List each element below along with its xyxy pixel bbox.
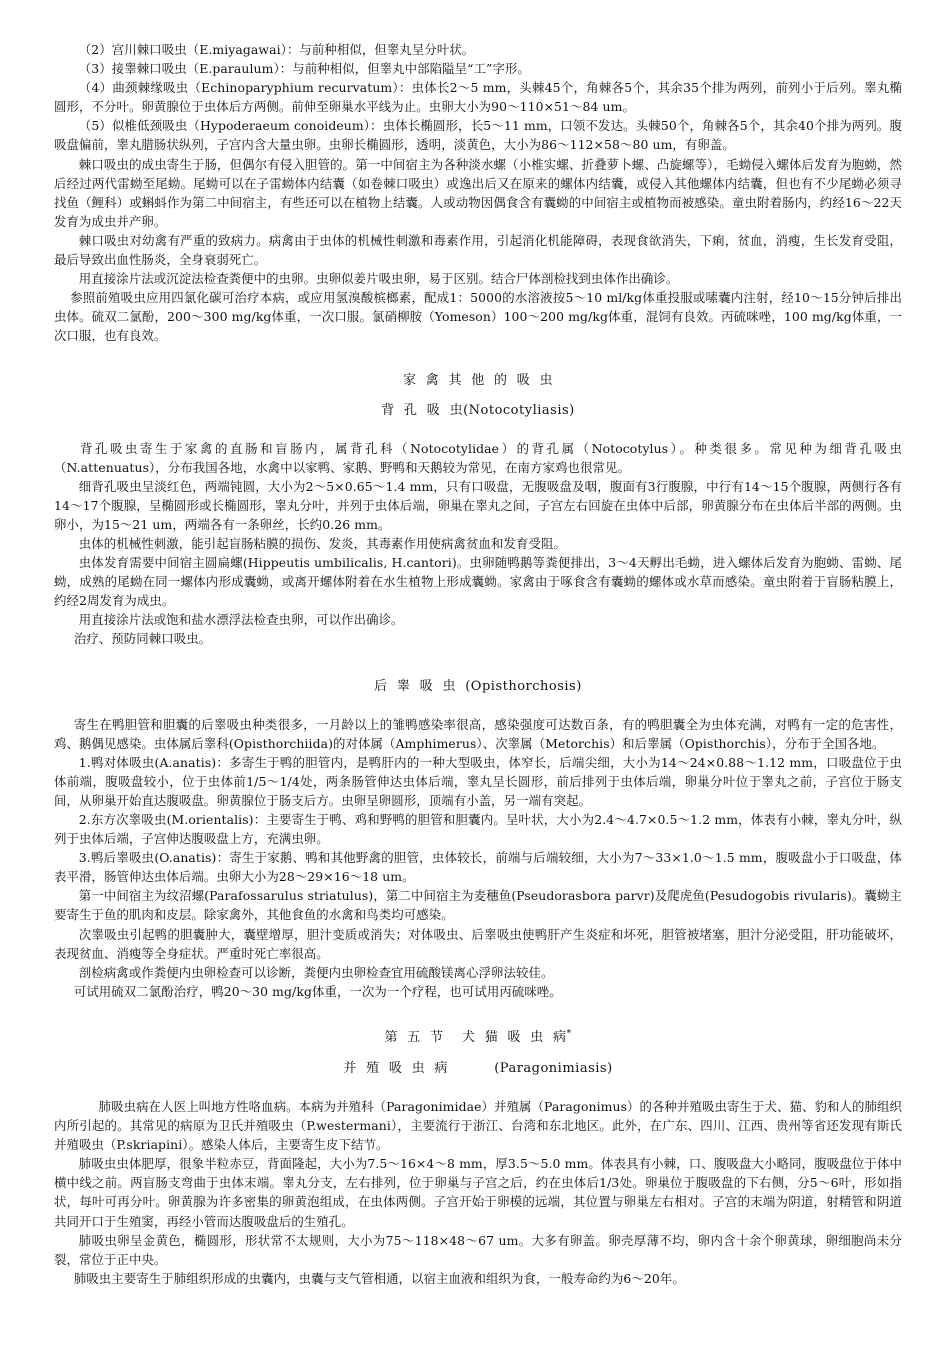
paragraph: 治疗、预防同棘口吸虫。 — [73, 631, 212, 647]
chapter-heading — [54, 1028, 902, 1047]
paragraph: 虫体发育需要中间宿主圆扁螺(Hippeutis umbilicalis, H.cantori)。虫卵随鸭鹅等粪便排出，3～4天孵出毛蚴，进入螺体后发育为胞蚴、雷蚴、尾蚴，成熟的尾蚴在同一螺体内形成囊蚴，或离开螺体附着在水生植物上形成囊蚴。家禽由于啄食含有囊蚴的螺体或水草而感染。童虫附着于盲肠粘膜上，约经2周发育为成虫。 — [54, 555, 902, 609]
paragraph: 肺吸虫病在人医上叫地方性咯血病。本病为并殖科（Paragonimidae）并殖属（Paragonimus）的各种并殖吸虫寄生于犬、猫、豹和人的肺组织内所引起的。其常见的病原为卫氏并殖吸虫（P.westermani），主要流行于浙江、台湾和东北地区。此外，在广东、四川、江西、贵州等省还发现有斯氏并殖吸虫（P.skriapini）。感染人体后，主要寄生皮下结节。 — [54, 1098, 902, 1153]
paragraph: 肺吸虫卵呈金黄色，椭圆形，形状常不太规则，大小为75～118×48～67 um。大多有卵盖。卵壳厚薄不均，卵内含十余个卵黄球，卵细胞尚未分裂，常位于正中央。 — [54, 1232, 902, 1267]
footnote-mark: * — [566, 1028, 572, 1039]
subsection-heading: 背 孔 吸 虫(Notocotyliasis) — [381, 402, 575, 418]
paragraph: 虫体的机械性刺激，能引起盲肠粘膜的损伤、发炎，其毒素作用使病禽贫血和发育受阻。 — [78, 535, 566, 551]
paragraph: 棘口吸虫的成虫寄生于肠，但偶尔有侵入胆管的。第一中间宿主为各种淡水螺（小椎实螺、折叠萝卜螺、凸旋螺等），毛蚴侵入螺体后发育为胞蚴，然后经过两代雷蚴至尾蚴。尾蚴可以在子雷蚴体内结囊（如卷棘口吸虫）或逸出后又在原来的螺体内结囊，或侵入其他螺体内结囊，但也有不少尾蚴必须寻找鱼（鲤科）或蝌蚪作为第二中间宿主，有些还可以在植物上结囊。人或动物因偶食含有囊蚴的中间宿主或植物而被感染。童虫附着肠内，约经16～22天发育为成虫并产卵。 — [54, 156, 902, 229]
subsection-heading: 并 殖 吸 虫 病 (Paragonimiasis) — [343, 1060, 613, 1076]
document-page — [54, 40, 902, 1288]
paragraph: （5）似椎低颈吸虫（Hypoderaeum conoideum）：虫体长椭圆形，长5～11 mm，口领不发达。头棘50个，角棘各5个，其余40个排为两列。腹吸盘偏前，睾丸腊肠状纵列，子宫内含大量虫卵。虫卵长椭圆形，透明，淡黄色，大小为86～112×58～80 um，有卵盖。 — [54, 118, 902, 153]
paragraph: 用直接涂片法或沉淀法检查粪便中的虫卵。虫卵似姜片吸虫卵，易于区别。结合尸体剖检找到虫体作出确诊。 — [78, 271, 679, 287]
paragraph: 次睾吸虫引起鸭的胆囊肿大，囊壁增厚，胆汁变质或消失；对体吸虫、后睾吸虫使鸭肝产生炎症和坏死，胆管被堵塞，胆汁分泌受阻，肝功能破坏，表现贫血、消瘦等全身症状。严重时死亡率很高。 — [54, 926, 902, 961]
paragraph: 2.东方次睾吸虫(M.orientalis)：主要寄生于鸭、鸡和野鸭的胆管和胆囊内。呈叶状，大小为2.4～4.7×0.5～1.2 mm，体表有小棘，睾丸分叶，纵列于虫体后端，子宫伸达腹吸盘上方，充满虫卵。 — [54, 812, 902, 847]
paragraph: 肺吸虫虫体肥厚，很象半粒赤豆，背面隆起，大小为7.5～16×4～8 mm，厚3.5～5.0 mm。体表具有小棘，口、腹吸盘大小略同，腹吸盘位于体中横中线之前。两盲肠支弯曲于虫体末端。睾丸分支，左右排列，位于卵巢与子宫之后，约在虫体后1/3处。卵巢位于腹吸盘的下右侧，分5～6叶，形如指状，每叶可再分叶。卵黄腺为许多密集的卵黄泡组成，在虫体两侧。子宫开始于卵模的远端，其位置与卵巢左右相对。子宫的末端为阴道，射精管和阴道共同开口于生殖窦，再经小管而达腹吸盘后的生殖孔。 — [54, 1156, 902, 1229]
paragraph: 细背孔吸虫呈淡红色，两端钝圆，大小为2～5×0.65～1.4 mm，只有口吸盘，无腹吸盘及咽，腹面有3行腹腺，中行有14～15个腹腺，两侧行各有14～17个腹腺，呈椭圆形或长椭圆形，睾丸分叶，并列于虫体后端，卵巢在睾丸之间，子宫左右回旋在虫体中后部，卵黄腺分布在虫体后半部的两侧。虫卵小，为15～21 um，两端各有一条卵丝，长约0.26 mm。 — [54, 478, 902, 532]
chapter-title: 第 五 节 犬 猫 吸 虫 病 — [384, 1029, 567, 1045]
paragraph: 寄生在鸭胆管和胆囊的后睾吸虫种类很多，一月龄以上的雏鸭感染率很高，感染强度可达数百条，有的鸭胆囊全为虫体充满，对鸭有一定的危害性，鸡、鹅偶见感染。虫体属后睾科(Opisthorchiida)的对体属（Amphimerus）、次睾属（Metorchis）和后睾属（Opisthorchis），分布于全国各地。 — [54, 716, 902, 751]
paragraph: 3.鸭后睾吸虫(O.anatis)：寄生于家鹅、鸭和其他野禽的胆管，虫体较长，前端与后端较细，大小为7～33×1.0～1.5 mm，腹吸盘小于口吸盘，体表平滑，肠管伸达虫体后端。虫卵大小为28～29×16～18 um。 — [54, 850, 902, 885]
paragraph: （4）曲颈棘缘吸虫（Echinoparyphium recurvatum）：虫体长2～5 mm，头棘45个，角棘各5个，其余35个排为两列，前列小于后列。睾丸椭圆形，不分叶。卵黄腺位于虫体后方两侧。前伸至卵巢水平线为止。虫卵大小为90～110×51～84 um。 — [54, 80, 902, 115]
paragraph: 参照前殖吸虫应用四氯化碳可治疗本病，或应用氢溴酸槟榔素，配成1：5000的水溶液按5～10 ml/kg体重投服或嗉囊内注射，经10～15分钟后排出虫体。硫双二氯酚，200～300 mg/kg体重，一次口服。氯硝柳胺（Yomeson）100～200 mg/kg体重，混饲有良效。丙硫咪唑，100 mg/kg体重，一次口服，也有良效。 — [54, 290, 902, 344]
paragraph: 第一中间宿主为纹沼螺(Parafossarulus striatulus)，第二中间宿主为麦穗鱼(Pseudorasbora parvr)及爬虎鱼(Pesudogobis rivularis)。囊蚴主要寄生于鱼的肌肉和皮层。除家禽外，其他食鱼的水禽和鸟类均可感染。 — [54, 888, 902, 923]
paragraph: 肺吸虫主要寄生于肺组织形成的虫囊内，虫囊与支气管相通，以宿主血液和组织为食，一般寿命约为6～20年。 — [73, 1270, 685, 1286]
paragraph: （3）接睾棘口吸虫（E.paraulum）：与前种相似，但睾丸中部陷隘呈“工”字形。 — [78, 61, 530, 77]
paragraph: 棘口吸虫对幼禽有严重的致病力。病禽由于虫体的机械性刺激和毒素作用，引起消化机能障碍，表现食欲消失，下痢，贫血，消瘦，生长发育受阻，最后导致出血性肠炎，全身衰弱死亡。 — [54, 232, 902, 268]
paragraph: 剖检病禽或作粪便内虫卵检查可以诊断，粪便内虫卵检查宜用硫酸镁离心浮卵法较佳。 — [78, 964, 554, 980]
paragraph: 可试用硫双二氯酚治疗，鸭20～30 mg/kg体重，一次为一个疗程，也可试用丙硫咪唑。 — [73, 983, 562, 999]
paragraph: 背孔吸虫寄生于家禽的直肠和盲肠内，属背孔科（Notocotylidae）的背孔属（Notocotylus）。种类很多。常见种为细背孔吸虫（N.attenuatus），分布我国各地，水禽中以家鸭、家鹅、野鸭和天鹅较为常见，在南方家鸡也很常见。 — [54, 440, 902, 475]
subsection-heading: 后 睾 吸 虫 (Opisthorchosis) — [374, 678, 582, 694]
section-heading: 家 禽 其 他 的 吸 虫 — [402, 372, 554, 388]
paragraph: 1.鸭对体吸虫(A.anatis)：多寄生于鸭的胆管内，是鸭肝内的一种大型吸虫，体窄长，后端尖细，大小为14～24×0.88～1.12 mm，口吸盘位于虫体前端，腹吸盘较小，位于虫体前1/5～1/4处，两条肠管伸达虫体后端，睾丸呈长圆形，前后排列于虫体后端，卵巢分叶位于睾丸之前，子宫位于肠支间，从卵巢开始直达腹吸盘。卵黄腺位于肠支后方。虫卵呈卵圆形，顶端有小盖，另一端有突起。 — [54, 754, 902, 808]
paragraph: 用直接涂片法或饱和盐水漂浮法检查虫卵，可以作出确诊。 — [78, 612, 404, 628]
paragraph: （2）宫川棘口吸虫（E.miyagawai）：与前种相似，但睾丸呈分叶状。 — [78, 42, 475, 57]
